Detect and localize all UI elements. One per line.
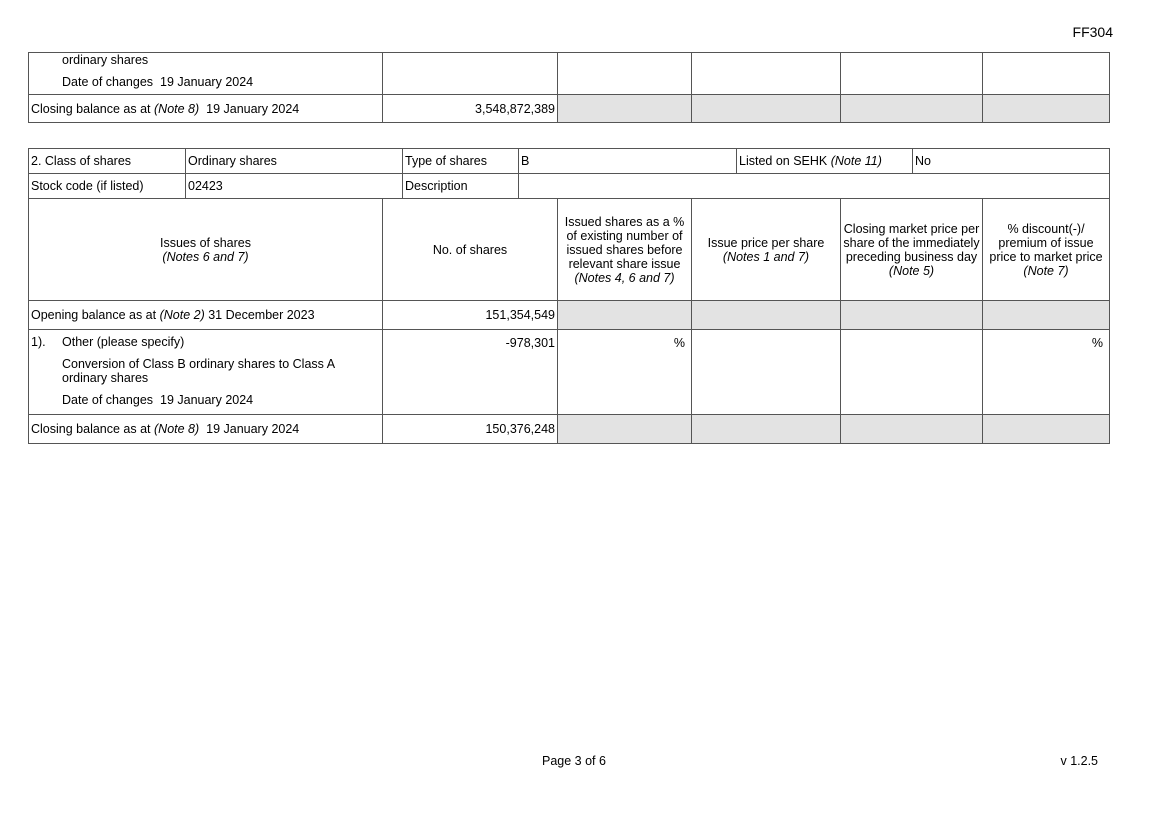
column-header-row xyxy=(29,199,1110,301)
movement-issue-price xyxy=(692,330,841,415)
table-row xyxy=(29,53,1110,95)
discount-cell xyxy=(983,53,1110,95)
opening-balance-label: Opening balance as at (Note 2) 31 December 2023 xyxy=(29,301,383,330)
movement-description: ordinary shares xyxy=(62,53,149,67)
market-price-cell xyxy=(841,53,983,95)
closing-balance-row xyxy=(29,415,1110,444)
movement-number: 1). xyxy=(31,335,46,349)
closing-balance-label: Closing balance as at (Note 8) 19 January 2024 xyxy=(29,95,383,123)
type-of-shares-label: Type of shares xyxy=(403,149,519,174)
description-value xyxy=(519,174,1110,199)
date-of-changes: Date of changes 19 January 2024 xyxy=(62,393,254,407)
type-of-shares-value: B xyxy=(519,149,737,174)
form-code: FF304 xyxy=(1072,24,1113,40)
class-of-shares-value: Ordinary shares xyxy=(186,149,403,174)
movement-discount: % xyxy=(983,330,1110,415)
class2-header-table xyxy=(28,148,1110,199)
date-of-changes: Date of changes 19 January 2024 xyxy=(62,75,254,89)
pct-header: Issued shares as a % of existing number of issued shares before relevant share issue (Notes 4, 6 and 7) xyxy=(558,199,692,301)
page-number: Page 3 of 6 xyxy=(542,754,606,768)
discount-premium-header: % discount(-)/ premium of issue price to market price (Note 7) xyxy=(983,199,1110,301)
opening-balance-value: 151,354,549 xyxy=(383,301,558,330)
no-of-shares-header: No. of shares xyxy=(383,199,558,301)
opening-balance-row xyxy=(29,301,1110,330)
form-version: v 1.2.5 xyxy=(1060,754,1098,768)
closing-balance-label: Closing balance as at (Note 8) 19 January 2024 xyxy=(29,415,383,444)
issues-of-shares-header: Issues of shares (Notes 6 and 7) xyxy=(29,199,383,301)
no-of-shares-cell xyxy=(383,53,558,95)
closing-balance-row xyxy=(29,95,1110,123)
class1-continuation-table xyxy=(28,52,1110,123)
stock-code-value: 02423 xyxy=(186,174,403,199)
description-label: Description xyxy=(403,174,519,199)
movement-type-line xyxy=(31,335,380,349)
movement-pct: % xyxy=(558,330,692,415)
class-of-shares-label: 2. Class of shares xyxy=(29,149,186,174)
movement-no-of-shares: -978,301 xyxy=(383,330,558,415)
class2-movements-table xyxy=(28,198,1110,444)
movement-cell xyxy=(29,53,383,95)
table-row xyxy=(29,149,1110,174)
closing-balance-value: 3,548,872,389 xyxy=(383,95,558,123)
movement-cell xyxy=(29,330,383,415)
issue-price-header: Issue price per share (Notes 1 and 7) xyxy=(692,199,841,301)
price-cell xyxy=(692,53,841,95)
movement-description: Conversion of Class B ordinary shares to Class A ordinary shares xyxy=(62,357,335,385)
movement-market-price xyxy=(841,330,983,415)
closing-balance-value: 150,376,248 xyxy=(383,415,558,444)
table-row xyxy=(29,174,1110,199)
closing-market-price-header: Closing market price per share of the immediately preceding business day (Note 5) xyxy=(841,199,983,301)
stock-code-label: Stock code (if listed) xyxy=(29,174,186,199)
movement-row xyxy=(29,330,1110,415)
movement-type: Other (please specify) xyxy=(62,335,185,349)
pct-cell xyxy=(558,53,692,95)
listed-on-sehk-value: No xyxy=(913,149,1110,174)
listed-on-sehk-label: Listed on SEHK (Note 11) xyxy=(737,149,913,174)
